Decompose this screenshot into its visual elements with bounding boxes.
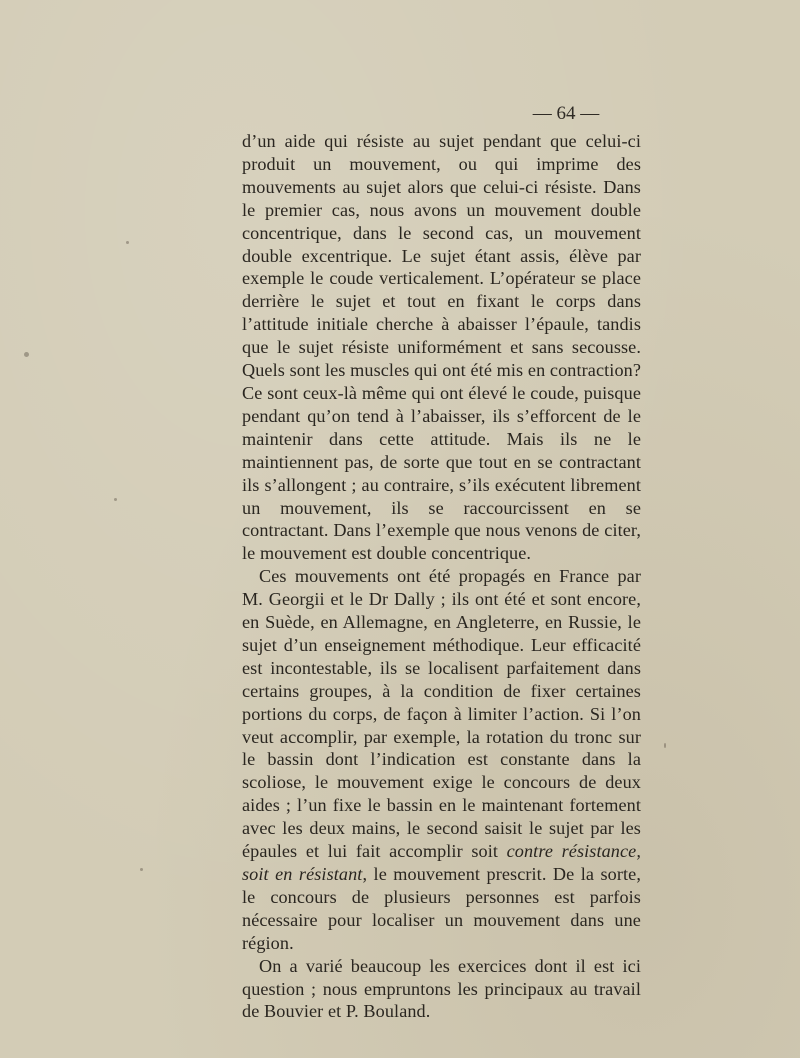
page-number (0, 103, 800, 125)
paragraph (242, 565, 641, 954)
paper-speck (24, 352, 29, 357)
paragraph (242, 955, 641, 1024)
page-number-text: — 64 — (532, 103, 600, 124)
body-text (242, 130, 641, 1023)
paper-speck (114, 498, 117, 501)
italic-phrase: contre résistance, soit en résistant (242, 841, 641, 884)
text-segment: On a varié beaucoup les exercices dont il est ici question ; nous empruntons les principaux au travail de Bouvier et P. Bouland. (242, 955, 641, 1022)
paragraph (242, 130, 641, 565)
paper-speck (140, 868, 143, 871)
paper-speck (664, 743, 666, 748)
text-segment: Ces mouvements ont été propagés en France par M. Georgii et le Dr Dally ; ils ont été et sont encore, en Suède, en Allemagne, en Angleterre, en Russie, le sujet d’un enseignement méthodique. Leur efficacité est incontestable, ils se localisent parfaitement dans certains groupes, à la condition de fixer certaines portions du corps, de façon à limiter l’action. Si l’on veut accomplir, par exemple, la rotation du tronc sur le bassin dont l’indication est constante dans la scoliose, le mouvement exige le concours de deux aides ; l’un fixe le bassin en le maintenant fortement avec les deux mains, le second saisit le sujet par les épaules et lui fait accomplir soit (242, 566, 641, 862)
paper-speck (126, 241, 129, 244)
text-segment: , le mouvement prescrit. De la sorte, le concours de plusieurs personnes est parfois nécessaire pour localiser un mouvement dans une région. (242, 864, 642, 953)
text-segment: d’un aide qui résiste au sujet pendant que celui-ci produit un mouvement, ou qui imprime des mouvements au sujet alors que celui-ci résiste. Dans le premier cas, nous avons un mouvement double concentrique, dans le second cas, un mouvement double excentrique. Le sujet étant assis, élève par exemple le coude verticalement. L’opérateur se place derrière le sujet et tout en fixant le corps dans l’attitude initiale cherche à abaisser l’épaule, tandis que le sujet résiste uniformément et sans secousse. Quels sont les muscles qui ont été mis en contraction? Ce sont ceux-là même qui ont élevé le coude, puisque pendant qu’on tend à l’abaisser, ils s’efforcent de le maintenir dans cette attitude. Mais ils ne le maintiennent pas, de sorte que tout en se contractant ils s’allongent ; au contraire, s’ils exécutent librement un mouvement, ils se raccourcissent en se contractant. Dans l’exemple que nous venons de citer, le mouvement est double concentrique. (242, 131, 641, 564)
